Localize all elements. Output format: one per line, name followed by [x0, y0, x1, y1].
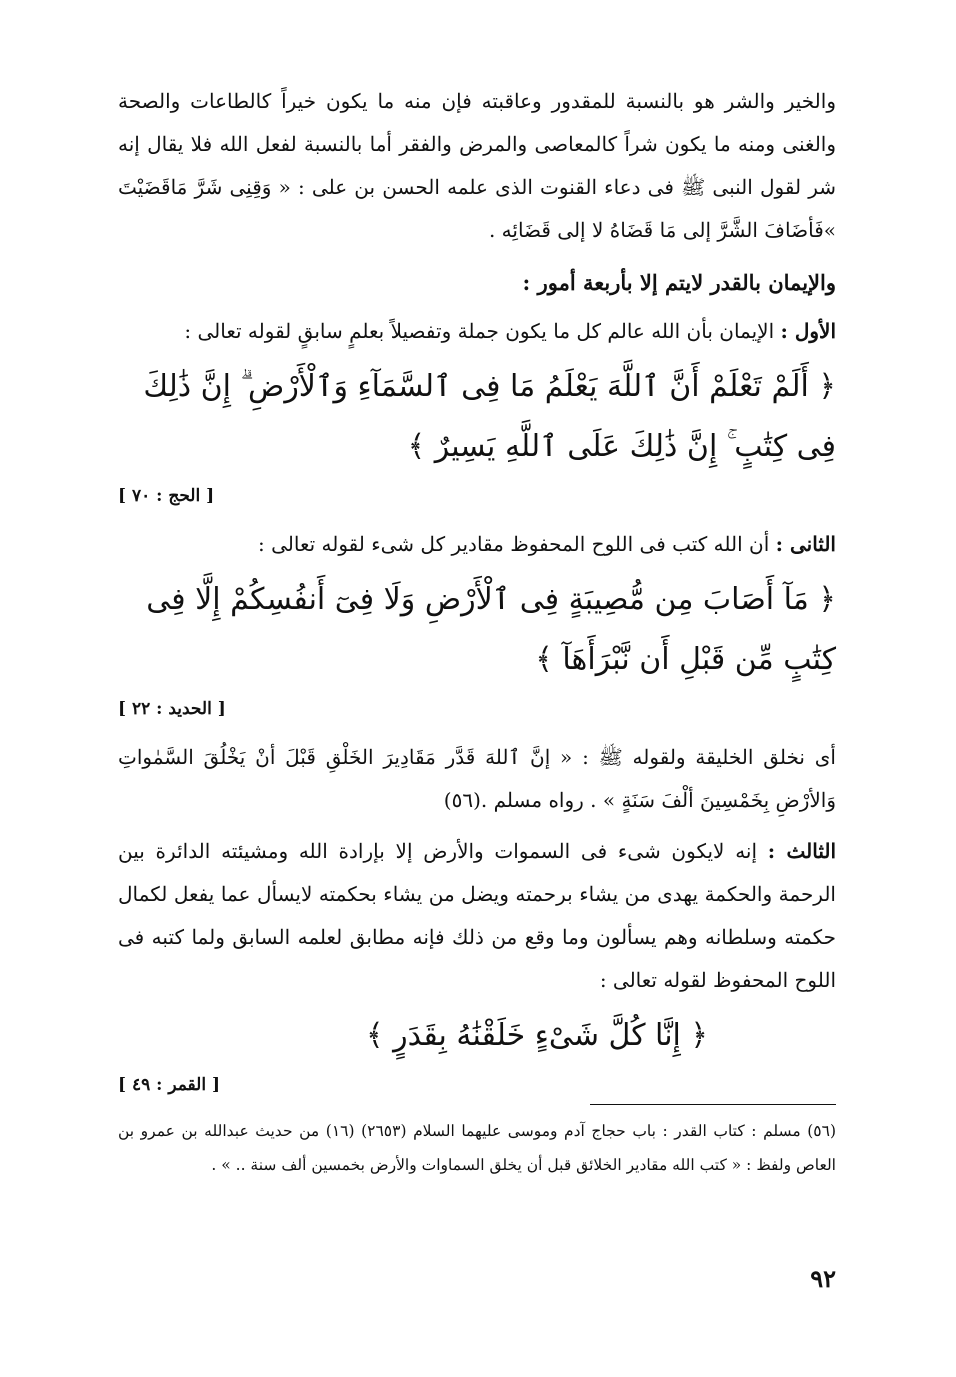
paragraph-good-and-evil: والخير والشر هو بالنسبة للمقدور وعاقبته فإن منه ما يكون خيراً كالطاعات والصحة والغنى ومنه ما يكون شراً كالمعاصى والمرض والفقر أما بالنسبة لفعل الله فلا يقال إنه شر لقول النبى ﷺ فى دعاء القنوت الذى علمه الحسن بن على : « وَقِنِى شَرَّ مَاقَضَيْتَ »فَأضَافَ الشَّرَّ إلى مَا قَضَاهُ لا إلى قَضَائِه . — [118, 89, 836, 242]
second-lead: الثانى : — [775, 532, 836, 556]
verse-reference-qamar: [ القمر : ٤٩ ] — [118, 1075, 221, 1095]
third-text: إنه لايكون شىء فى السموات والأرض إلا بإرادة الله ومشيئته الدائرة بين الرحمة والحكمة يهدى من يشاء برحمته ويضل من يشاء بحكمته لايسأل عما يفعل لكمال حكمته وسلطانه وهم يسألون وما وقع من ذلك فإنه مطابق لعلمه السابق ولما كتبه فى اللوح المحفوظ لقوله تعالى : — [118, 839, 836, 992]
quran-verse-hajj: ﴿ أَلَمْ تَعْلَمْ أَنَّ ٱللَّهَ يَعْلَمُ مَا فِى ٱلسَّمَآءِ وَٱلْأَرْضِ ۗ إِنَّ ذَٰلِكَ فِى كِتَٰبٍ ۚ إِنَّ ذَٰلِكَ عَلَى ٱللَّهِ يَسِيرٌ ﴾ — [143, 369, 836, 464]
paragraph-second — [118, 523, 836, 566]
quran-verse-qamar: ﴿ إِنَّا كُلَّ شَىْءٍ خَلَقْنَٰهُ بِقَدَرٍ ﴾ — [366, 1018, 708, 1053]
second-text: أن الله كتب فى اللوح المحفوظ مقادير كل شىء لقوله تعالى : — [257, 532, 770, 556]
paragraph-hadith: أى نخلق الخليقة ولقوله ﷺ : « إنَّ ٱللهَ قَدَّر مَقَادِيرَ الخَلْقِ قَبْلَ أنْ يَخْلُقَ السَّمٰواتِ وَالأرْضِ بِخَمْسِينَ ألْفَ سَنَةٍ » . رواه مسلم .(٥٦) — [118, 745, 836, 812]
verse-reference-hajj: [ الحج : ٧٠ ] — [118, 486, 215, 506]
third-lead: الثالث : — [767, 839, 837, 863]
first-text: الإيمان بأن الله عالم كل ما يكون جملة وتفصيلاً بعلمٍ سابقٍ لقوله تعالى : — [184, 319, 775, 343]
paragraph-first — [118, 310, 836, 353]
quran-verse-hadid: ﴿ مَآ أَصَابَ مِن مُّصِيبَةٍ فِى ٱلْأَرْضِ وَلَا فِىٓ أَنفُسِكُمْ إِلَّا فِى كِتَٰبٍ مِّن قَبْلِ أَن نَّبْرَأَهَآ ﴾ — [146, 582, 836, 677]
page-body — [118, 80, 836, 1112]
paragraph-third — [118, 830, 836, 1002]
footnote-divider — [590, 1104, 836, 1105]
footnote: (٥٦) مسلم : كتاب القدر : باب حجاج آدم وموسى عليهما السلام (٢٦٥٣) (١٦) من حديث عبدالله بن عمرو بن العاص ولفظ : « كتب الله مقادير الخلائق قبل أن يخلق السماوات والأرض بخمسين ألف سنة .. » . — [118, 1122, 836, 1174]
first-lead: الأول : — [780, 319, 836, 343]
page-number: ٩٢ — [810, 1264, 836, 1293]
section-heading: والإيمان بالقدر لايتم إلا بأربعة أمور : — [522, 270, 836, 295]
verse-reference-hadid: [ الحديد : ٢٢ ] — [118, 699, 226, 719]
